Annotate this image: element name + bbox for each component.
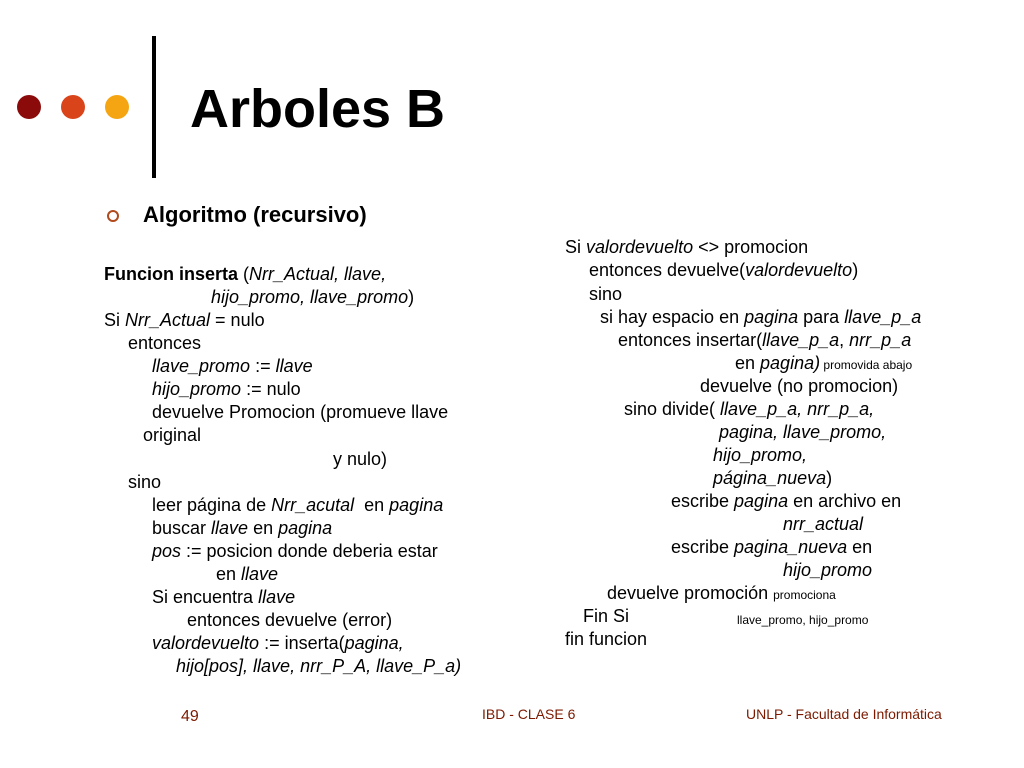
footer-course: IBD - CLASE 6 [482,706,576,722]
code-line: original [143,425,202,445]
code-line: hijo[pos], llave, nrr_P_A, llave_P_a) [176,656,462,676]
code-line: en pagina) promovida abajo [735,353,913,373]
code-line: leer página de Nrr_acutal en pagina [152,495,444,515]
code-line: devuelve promoción promociona [607,583,836,603]
code-line: página_nueva) [713,468,833,488]
code-note: llave_promo, hijo_promo [737,613,869,627]
bullet-heading: Algoritmo (recursivo) [143,202,367,227]
code-line: sino divide( llave_p_a, nrr_p_a, [624,399,875,419]
code-line: hijo_promo [783,560,873,580]
code-line: escribe pagina_nueva en [671,537,873,557]
code-line: pos := posicion donde deberia estar [152,541,438,561]
code-line: Fin Si [583,606,630,626]
code-line: devuelve Promocion (promueve llave [152,402,449,422]
code-line: fin funcion [565,629,648,649]
title-divider [152,36,156,178]
bullet-circle-icon [107,210,119,222]
code-line: entonces devuelve(valordevuelto) [589,260,859,280]
decor-dot-dark-red [17,95,41,119]
decor-dot-orange-red [61,95,85,119]
code-line: Si Nrr_Actual = nulo [104,310,265,330]
code-line: valordevuelto := inserta(pagina, [152,633,404,653]
code-line: si hay espacio en pagina para llave_p_a [600,307,922,327]
code-line: en llave [216,564,279,584]
code-line: Si encuentra llave [152,587,296,607]
slide-title: Arboles B [190,79,446,139]
code-line: hijo_promo, llave_promo) [211,287,415,307]
decor-dot-orange [105,95,129,119]
code-line: pagina, llave_promo, [719,422,887,442]
code-line: sino [589,284,623,304]
code-line: entonces insertar(llave_p_a, nrr_p_a [618,330,912,350]
code-line: escribe pagina en archivo en [671,491,902,511]
footer-institution: UNLP - Facultad de Informática [746,706,942,722]
code-line: entonces devuelve (error) [187,610,393,630]
code-line: y nulo) [333,449,388,469]
code-line: hijo_promo, [713,445,808,465]
code-line: hijo_promo := nulo [152,379,301,399]
page-number: 49 [181,708,199,725]
code-line: llave_promo := llave [152,356,313,376]
code-line: nrr_actual [783,514,864,534]
code-line: entonces [128,333,202,353]
code-line: buscar llave en pagina [152,518,333,538]
code-line: devuelve (no promocion) [700,376,899,396]
code-line: Si valordevuelto <> promocion [565,237,809,257]
code-line: sino [128,472,162,492]
code-line: Funcion inserta (Nrr_Actual, llave, [104,264,387,284]
